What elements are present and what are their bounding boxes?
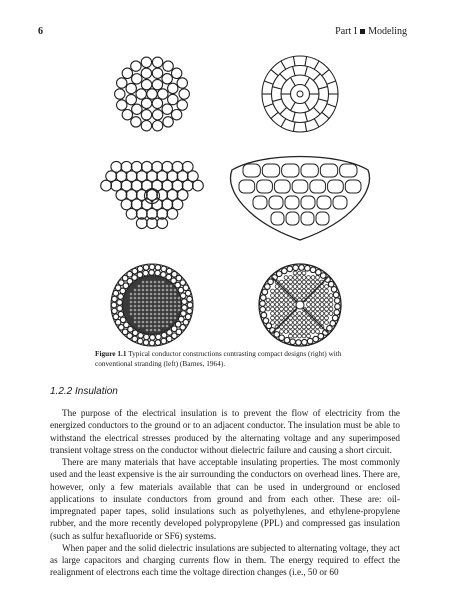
compact-conductor-sector	[230, 157, 369, 241]
square-bullet-icon	[360, 29, 365, 34]
conductor-constructions-figure	[0, 40, 451, 350]
compact-conductor-segmental	[259, 264, 341, 346]
part-label: Part I	[335, 26, 358, 37]
section-label: Modeling	[368, 26, 407, 37]
compact-conductor-round	[262, 56, 338, 132]
section-heading: 1.2.2 Insulation	[50, 386, 118, 397]
stranded-conductor-sector	[101, 161, 204, 228]
figure-caption-text: Typical conductor constructions contrasting compact designs (right) with conventional stranding (left) (Barnes, 1964).	[95, 349, 342, 368]
body-text	[50, 407, 400, 579]
page-number: 6	[38, 26, 43, 37]
running-head-title	[335, 25, 407, 39]
figure-caption	[95, 349, 365, 369]
paragraph: There are many materials that have acceptable insulating properties. The most commonly used and the least expensive is the air surrounding the conductors on overhead lines. There are, however, only a few materials available that can be used in underground or enclosed applications to insulate conductors from ground and from each other. These are: oil-impregnated paper tapes, solid insulations such as polyethylenes, and ethylene-propylene rubber, and the more recently developed polypropylene (PPL) and compressed gas insulation (such as sulfur hexafluoride or SF6) systems.	[50, 457, 400, 541]
stranded-conductor-fine-wire	[111, 264, 193, 346]
running-head	[0, 25, 451, 39]
figure-label: Figure 1.1	[95, 349, 127, 358]
paragraph: The purpose of the electrical insulation is to prevent the flow of electricity from the energized conductors to the ground or to an adjacent conductor. The insulation must be able to withstand the electrical stresses produced by the alternating voltage and any superimposed transient voltage stress on the conductor without dielectric failure and causing a short circuit.	[50, 408, 400, 455]
figure-1-1	[0, 40, 451, 360]
stranded-conductor-round	[115, 57, 190, 131]
paragraph: When paper and the solid dielectric insulations are subjected to alternating voltage, they act as large capacitors and charging currents flow in them. The energy required to effect the realignment of electrons each time the voltage direction changes (i.e., 50 or 60	[50, 542, 400, 578]
